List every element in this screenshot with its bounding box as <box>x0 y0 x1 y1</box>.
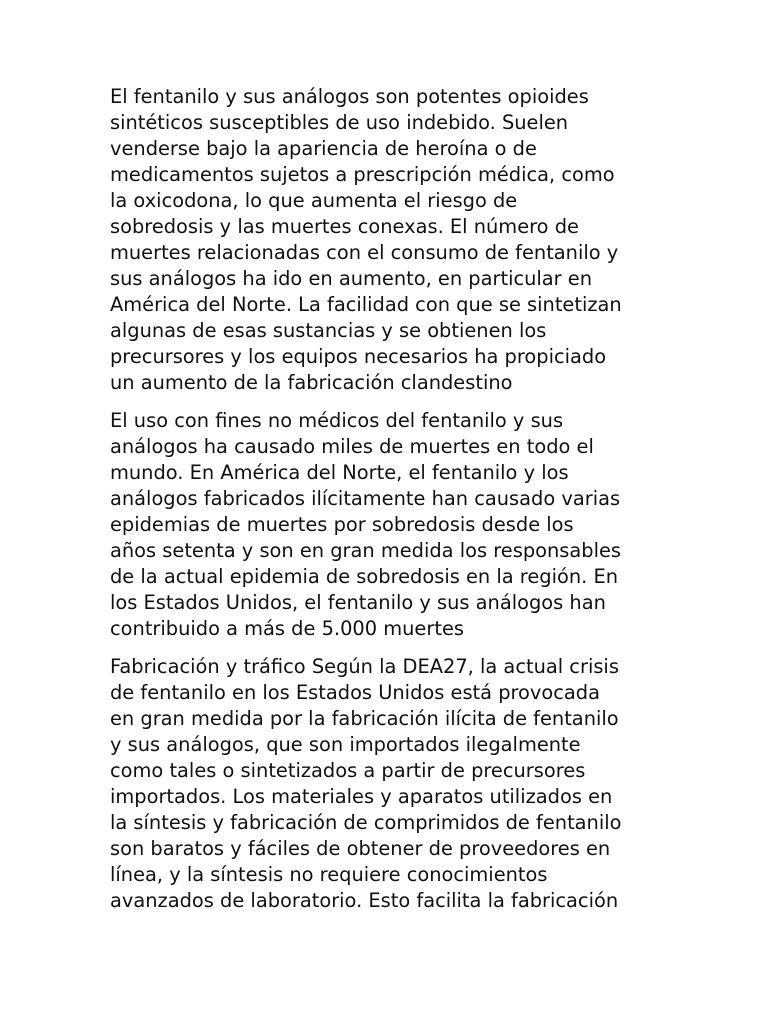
text-line: venderse bajo la apariencia de heroína o de <box>110 137 537 160</box>
text-line: medicamentos sujetos a prescripción médica, como <box>110 163 615 186</box>
text-line: América del Norte. La facilidad con que se sintetizan <box>110 293 622 316</box>
text-line: algunas de esas sustancias y se obtienen los <box>110 319 547 342</box>
text-line: precursores y los equipos necesarios ha propiciado <box>110 345 607 368</box>
text-line: la oxicodona, lo que aumenta el riesgo de <box>110 189 518 212</box>
text-line: sobredosis y las muertes conexas. El número de <box>110 215 579 238</box>
text-line: línea, y la síntesis no requiere conocimientos <box>110 863 548 886</box>
text-line: y sus análogos, que son importados ilegalmente <box>110 733 581 756</box>
text-line: El fentanilo y sus análogos son potentes opioides <box>110 85 589 108</box>
text-line: avanzados de laboratorio. Esto facilita la fabricación <box>110 889 619 912</box>
text-line: muertes relacionadas con el consumo de fentanilo y <box>110 241 619 264</box>
text-line: Fabricación y tráfico Según la DEA27, la actual crisis <box>110 655 619 678</box>
text-line: El uso con fines no médicos del fentanilo y sus <box>110 409 564 432</box>
text-line: sintéticos susceptibles de uso indebido. Suelen <box>110 111 569 134</box>
paragraph-2 <box>110 408 670 642</box>
text-line: epidemias de muertes por sobredosis desde los <box>110 513 574 536</box>
text-line: un aumento de la fabricación clandestino <box>110 371 513 394</box>
text-line: en gran medida por la fabricación ilícita de fentanilo <box>110 707 619 730</box>
text-line: son baratos y fáciles de obtener de proveedores en <box>110 837 611 860</box>
text-line: contribuido a más de 5.000 muertes <box>110 617 464 640</box>
paragraph-3 <box>110 654 670 914</box>
text-line: de fentanilo en los Estados Unidos está provocada <box>110 681 600 704</box>
text-line: los Estados Unidos, el fentanilo y sus análogos han <box>110 591 606 614</box>
text-line: de la actual epidemia de sobredosis en la región. En <box>110 565 618 588</box>
text-line: sus análogos ha ido en aumento, en particular en <box>110 267 593 290</box>
paragraph-1 <box>110 84 670 396</box>
text-line: análogos ha causado miles de muertes en todo el <box>110 435 594 458</box>
text-line: la síntesis y fabricación de comprimidos de fentanilo <box>110 811 622 834</box>
text-line: mundo. En América del Norte, el fentanilo y los <box>110 461 569 484</box>
document-body <box>110 84 670 926</box>
text-line: como tales o sintetizados a partir de precursores <box>110 759 586 782</box>
text-line: importados. Los materiales y aparatos utilizados en <box>110 785 613 808</box>
text-line: años setenta y son en gran medida los responsables <box>110 539 622 562</box>
text-line: análogos fabricados ilícitamente han causado varias <box>110 487 621 510</box>
